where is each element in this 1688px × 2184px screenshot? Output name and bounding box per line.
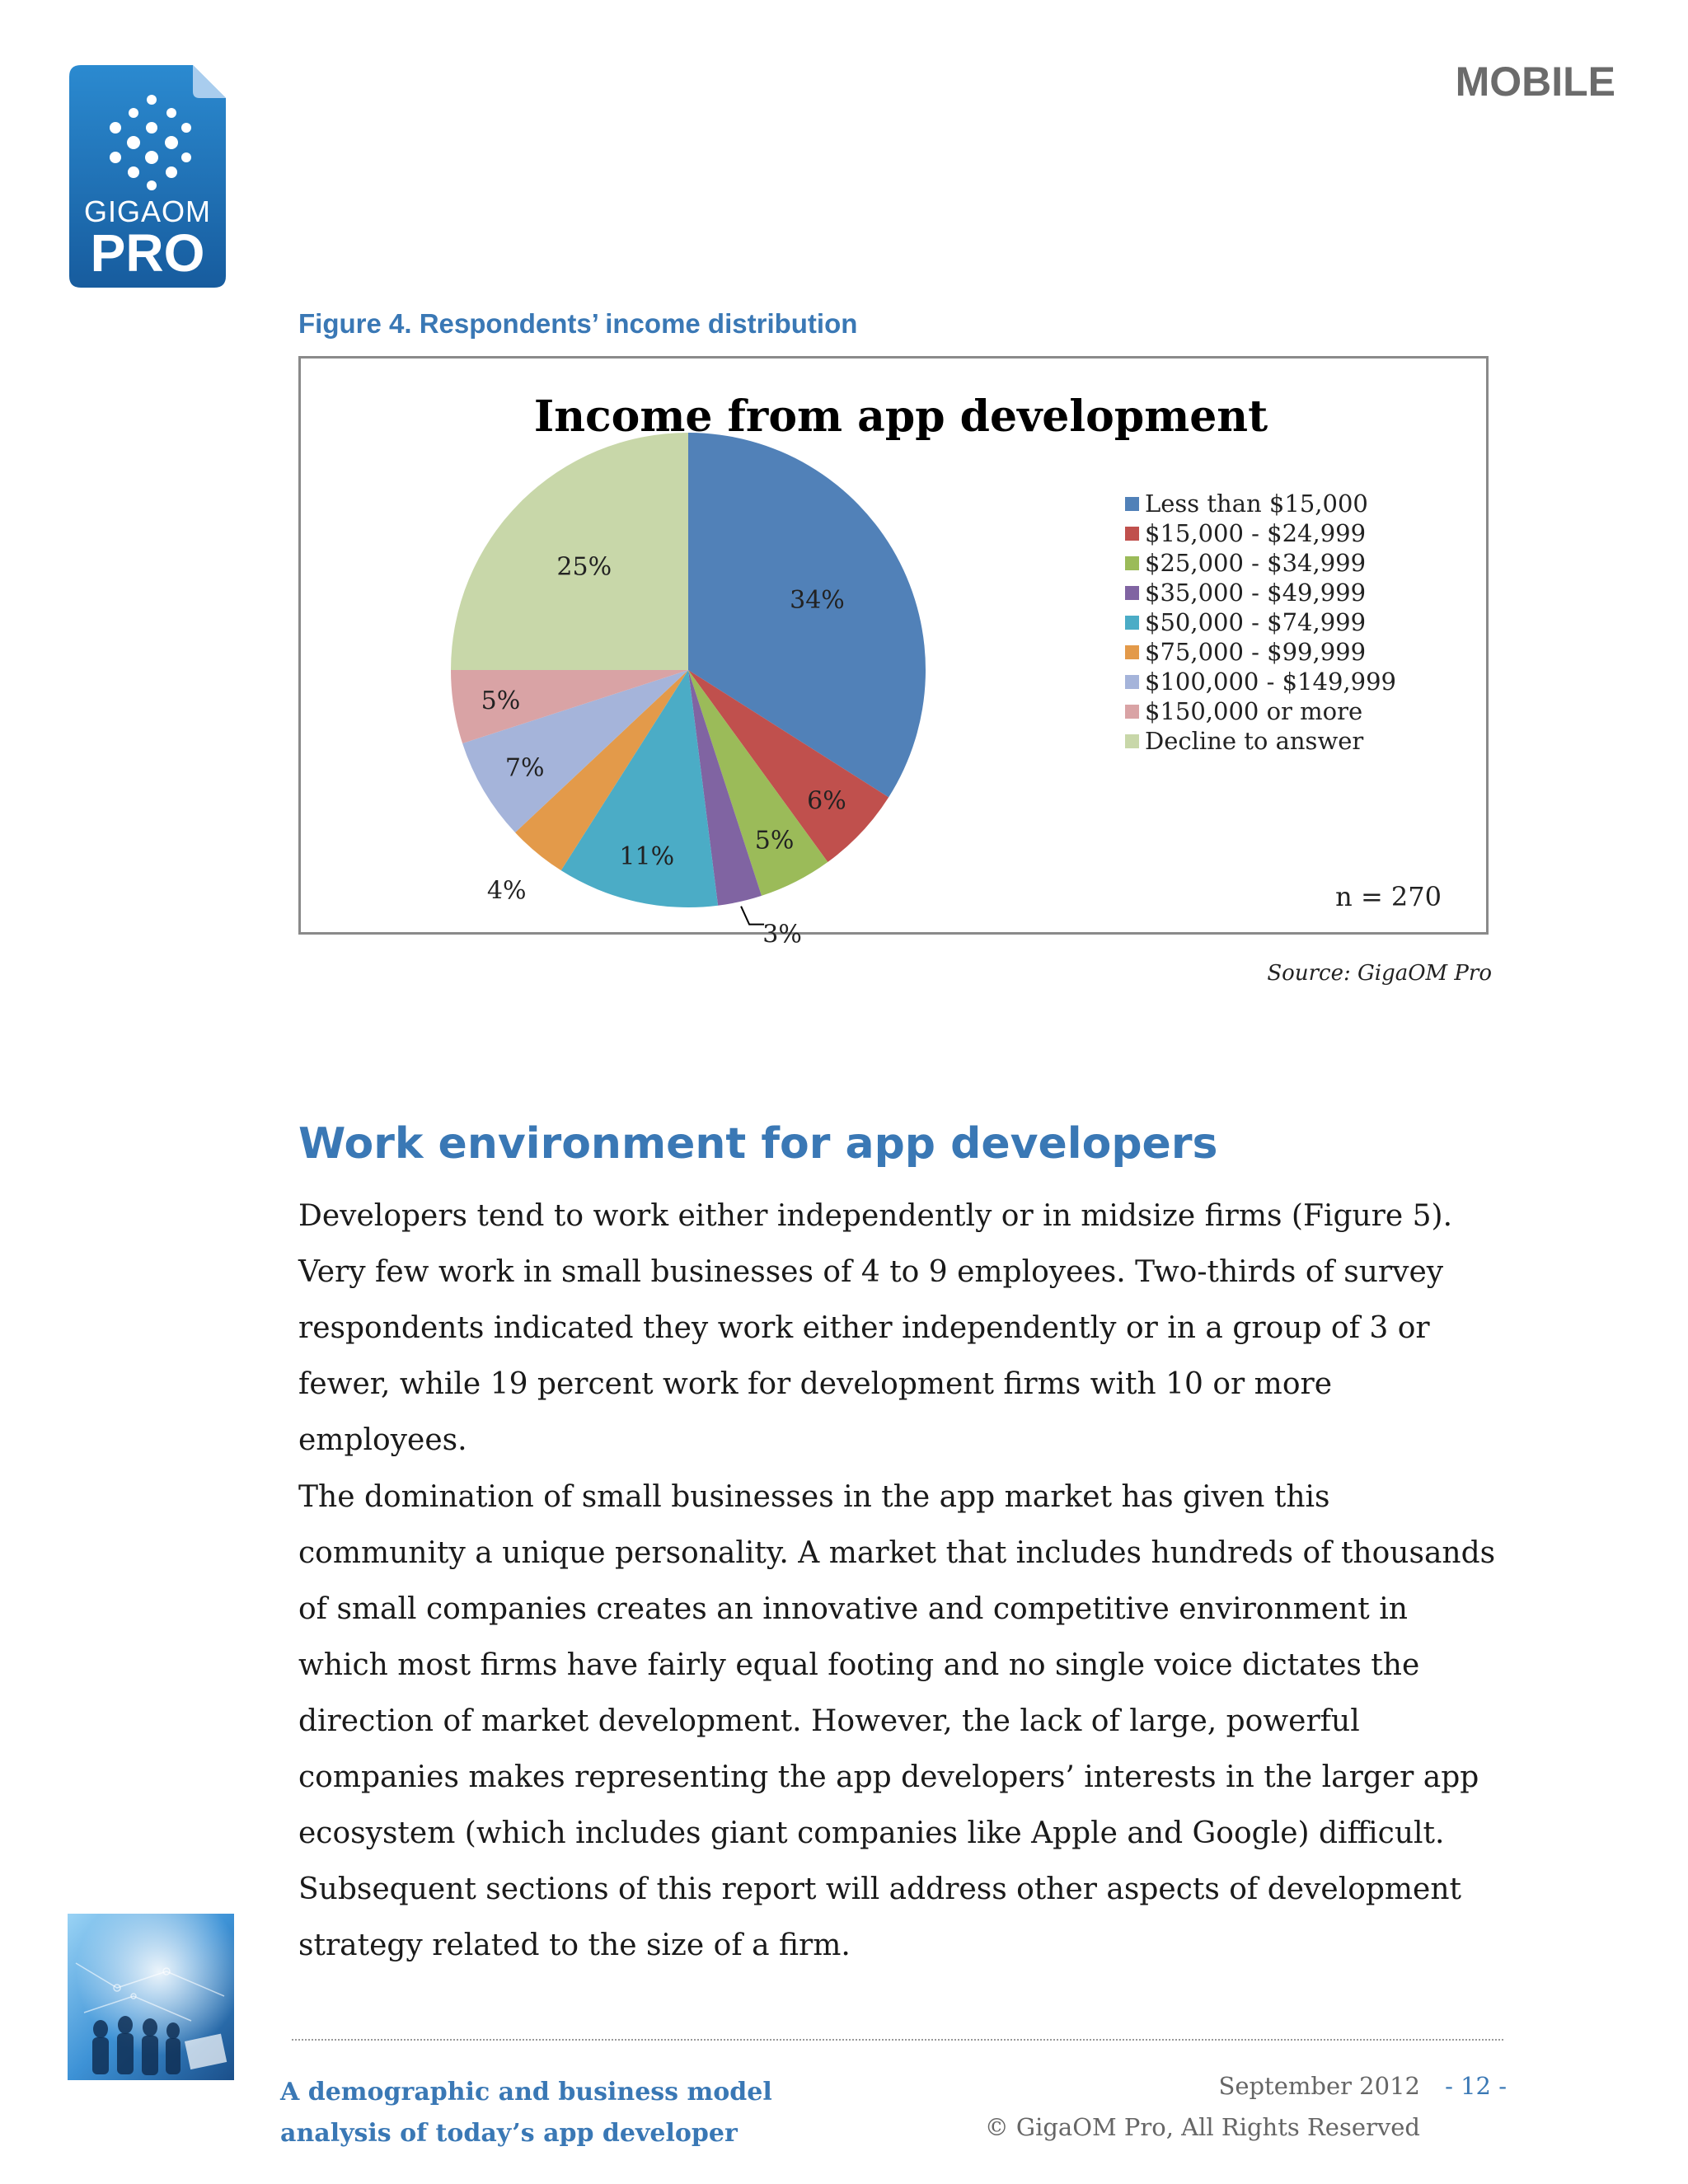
legend-label-35-000-49-999: $35,000 - $49,999 [1145,579,1367,607]
figure-caption: Figure 4. Respondents’ income distribution [298,308,858,339]
chart-legend [1125,490,1396,755]
photo-graphic [68,1914,234,2080]
leader-lines [741,907,764,925]
footer-report-title [280,2072,857,2154]
body-paragraph-1: Developers tend to work either independently or in midsize firms (Figure 5). Very few work in small businesses of 4 to 9 employees. Two-thirds of survey respondents indicated they work either independently or in a group of 3 or fewer, while 19 percent work for development firms with 10 or more employees. [298,1199,1453,1457]
pie-chart-frame [298,356,1489,949]
legend-label-150-000-or-more: $150,000 or more [1145,697,1363,725]
pie-chart [301,359,1486,949]
pie-label-less-than-15-000: 34% [790,585,845,615]
footer-copyright: © GigaOM Pro, All Rights Reserved [984,2113,1420,2141]
pie-label-50-000-74-999: 11% [619,841,675,871]
pie-label-100-000-149-999: 7% [504,753,545,783]
footer-page-number: - 12 - [1445,2072,1507,2100]
pie-label-35-000-49-999: 3% [762,920,802,949]
legend-label-50-000-74-999: $50,000 - $74,999 [1145,608,1367,636]
legend-swatch-150-000-or-more [1125,705,1139,719]
body-paragraph-2: The domination of small businesses in the app market has given this community a unique personality. A market that includes hundreds of thousands of small companies creates an innovative and competitive environment in which most firms have fairly equal footing and no single voice dictates the direction of market development. However, the lack of large, powerful companies makes representing the app developers’ interests in the larger app ecosystem (which includes giant companies like Apple and Google) difficult. Subsequent sections of this report will address other aspects of development strategy related to the size of a firm. [298,1480,1496,1962]
legend-label-100-000-149-999: $100,000 - $149,999 [1145,668,1396,696]
footer-title-line-2: analysis of today’s app developer [280,2119,738,2148]
legend-swatch-100-000-149-999 [1125,675,1139,689]
footer-date: September 2012 [1218,2072,1420,2100]
business-people-photo [68,1914,234,2080]
legend-label-less-than-15-000: Less than $15,000 [1145,490,1368,518]
legend-label-75-000-99-999: $75,000 - $99,999 [1145,638,1367,666]
figure-source: Source: GigaOM Pro [1267,961,1492,986]
legend-label-decline-to-answer: Decline to answer [1145,727,1364,755]
gigaom-pro-logo [69,65,226,288]
legend-swatch-35-000-49-999 [1125,586,1139,600]
legend-label-25-000-34-999: $25,000 - $34,999 [1145,549,1367,577]
legend-swatch-75-000-99-999 [1125,645,1139,659]
legend-swatch-50-000-74-999 [1125,616,1139,630]
legend-swatch-15-000-24-999 [1125,527,1139,541]
leader-line-35-000-49-999 [741,907,764,925]
pie-label-decline-to-answer: 25% [556,552,612,582]
pie-slices [451,433,926,907]
pie-label-75-000-99-999: 4% [486,876,527,906]
logo-pro-text: PRO [90,223,205,283]
pie-slice-decline-to-answer [451,433,688,670]
logo-graphic [69,65,226,288]
pie-label-150-000-or-more: 5% [481,687,521,716]
section-heading: Work environment for app developers [298,1119,1218,1169]
section-label: MOBILE [1455,59,1615,105]
legend-swatch-decline-to-answer [1125,734,1139,748]
chart-title: Income from app development [533,391,1268,442]
legend-swatch-25-000-34-999 [1125,556,1139,570]
sample-size-annotation: n = 270 [1335,881,1442,912]
logo-gigaom-text: GIGAOM [83,194,212,228]
pie-label-15-000-24-999: 6% [807,786,846,816]
footer-title-line-1: A demographic and business model [280,2078,772,2107]
footer-divider [292,2039,1503,2041]
pie-label-25-000-34-999: 5% [754,826,795,855]
legend-swatch-less-than-15-000 [1125,497,1139,511]
legend-label-15-000-24-999: $15,000 - $24,999 [1145,519,1367,547]
